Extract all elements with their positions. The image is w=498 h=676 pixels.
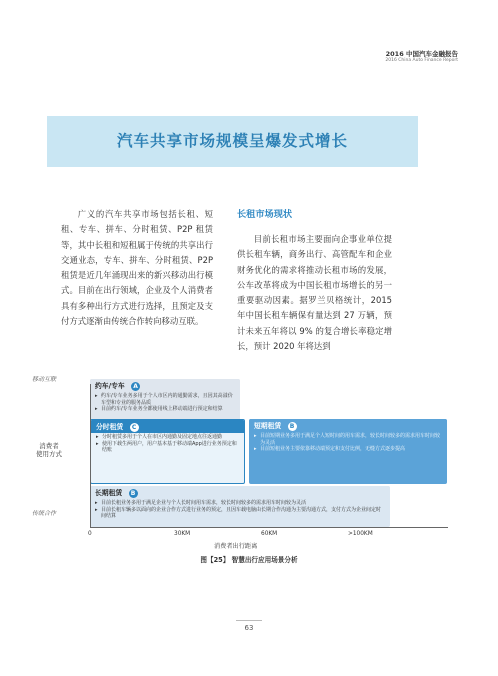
y-label-top: 移动互联 — [32, 376, 57, 383]
box-short-rental — [249, 419, 447, 484]
box-long-rental-header — [90, 486, 390, 499]
list-item: ▸ 约车/专车业务多用于个人市区内的通勤需求，且因其高溢价车型和专业的服务品质 — [95, 393, 235, 406]
box-time-share-header — [91, 420, 244, 433]
scenario-diagram — [32, 372, 472, 572]
badge-b-short: B — [288, 422, 297, 431]
list-item: ▸ 目前短期业务多用于满足个人短时间的用车需求，较长时间较多的需求用车时间较为灵活 — [254, 433, 442, 446]
box-long-rental-body — [90, 499, 390, 520]
report-title: 2016 中国汽车金融报告 — [385, 50, 458, 58]
x-tick-0: 0 — [88, 531, 92, 537]
list-item: ▸ 目前长租车辆多以面向的企业合作方式进行业务的预定，且因车载电脑由长期合作沟通为主要沟通方式，支付方式为企业间定时间结算 — [95, 507, 385, 520]
long-rental-heading: 长租市场现状 — [237, 209, 293, 220]
page-number-rule — [236, 620, 262, 621]
box-short-rental-body — [249, 432, 447, 453]
y-label-bottom: 传统合作 — [32, 510, 57, 517]
y-label-middle: 消费者 使用方式 — [36, 442, 62, 458]
box-long-rental-title: 长期租赁 — [95, 489, 123, 497]
list-item: ▸ 目前短租业务主要依靠移动端预定和支付比例，无缝方式逐步提高 — [254, 446, 442, 453]
box-time-share-body — [91, 433, 244, 454]
box-short-rental-title: 短期租赁 — [254, 422, 282, 430]
x-tick-100km: >100KM — [348, 531, 373, 537]
section-title: 汽车共享市场规模呈爆发式增长 — [116, 132, 348, 150]
badge-b-long: B — [129, 489, 138, 498]
badge-c: C — [130, 423, 139, 432]
section-banner — [47, 116, 418, 167]
box-ride-hailing-body — [90, 392, 240, 413]
report-subtitle: 2016 China Auto Finance Report — [385, 58, 458, 63]
badge-a: A — [131, 382, 140, 391]
page-number: 63 — [244, 624, 254, 632]
x-tick-60km: 60KM — [261, 531, 278, 537]
box-ride-hailing-header — [90, 379, 240, 392]
intro-paragraph: 广义的汽车共享市场包括长租、短租、专车、拼车、分时租赁、P2P 租赁等，其中长租和短租属于传统的共享出行交通业态，专车、拼车、分时租赁、P2P 租赁是近几年涌现出来的新兴移动出行模式。目前在出行领域，企业及个人消费者具有多种出行方式进行选择，且预定及支付方式逐渐由传统合作转向移动互联。 — [61, 209, 213, 327]
box-time-share-title: 分时租赁 — [96, 423, 124, 431]
y-axis — [90, 384, 91, 528]
list-item: ▸ 目前长租业务多用于满足企业与个人长时间用车需求，较长时间较多的需求用车时间较为灵活 — [95, 500, 385, 507]
x-axis — [90, 527, 448, 528]
list-item: ▸ 使用下载生两用户，用户基本基于移动端App进行业务预定和结账 — [96, 441, 239, 454]
figure-caption: 图【25】 智慧出行应用场景分析 — [200, 556, 298, 564]
box-short-rental-header — [249, 419, 447, 432]
x-tick-30km: 30KM — [174, 531, 191, 537]
long-rental-paragraph: 目前长租市场主要面向企事业单位提供长租车辆，商务出行、高管配车和企业财务优化的需求将推动长租市场的发展，公车改革将成为中国长租市场增长的另一重要驱动因素。据罗兰贝格统计，2015 年中国长租车辆保有量达到 27 万辆，预计未来五年将以 9% 的复合增长率稳定增长，预计 2020 年将达到 — [237, 234, 392, 352]
box-long-rental — [90, 486, 390, 527]
list-item: ▸ 分时租赁多用于个人在市区内通勤及固定地点往返通勤 — [96, 434, 239, 441]
box-ride-hailing-title: 约车/专车 — [95, 382, 125, 390]
box-time-share — [90, 419, 245, 484]
list-item: ▸ 目前约车/专车业务全都使用线上移动端进行预定和结算 — [95, 406, 235, 413]
x-axis-label: 消费者出行距离 — [214, 543, 258, 550]
